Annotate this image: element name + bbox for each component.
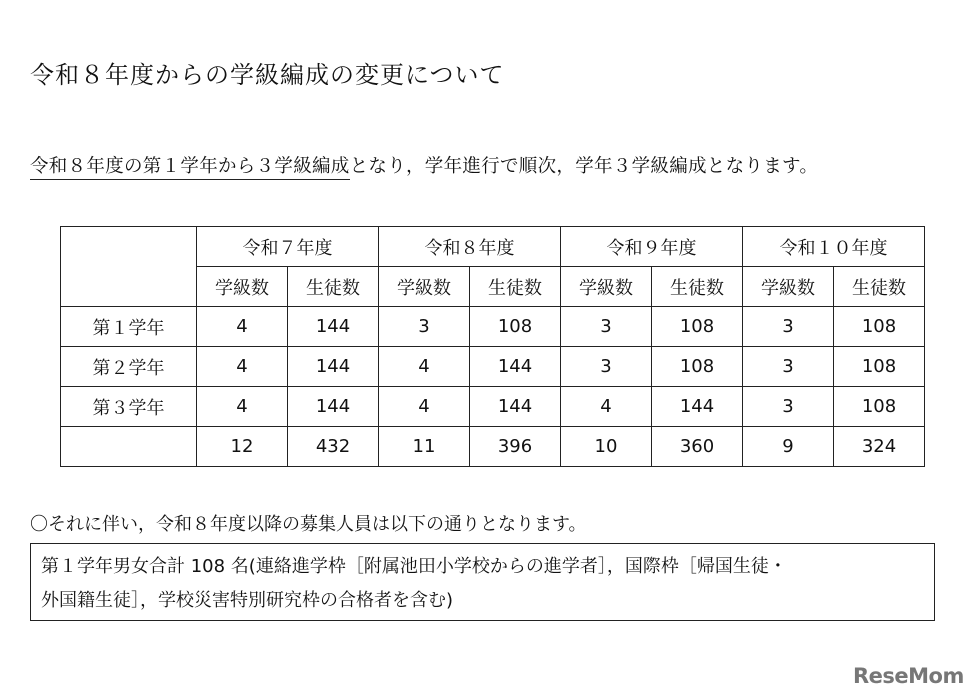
- table-row: [61, 427, 925, 467]
- enrollment-box: [30, 543, 935, 621]
- subheader-classes: 学級数: [743, 267, 834, 307]
- table-cell: 144: [652, 387, 743, 427]
- year-header: 令和１０年度: [743, 227, 925, 267]
- table-cell: 144: [288, 307, 379, 347]
- subheader-classes: 学級数: [197, 267, 288, 307]
- table-cell: 432: [288, 427, 379, 467]
- table-cell: 144: [288, 347, 379, 387]
- year-header: 令和９年度: [561, 227, 743, 267]
- table-cell: 4: [561, 387, 652, 427]
- resemom-logo: ReseMom: [853, 664, 964, 688]
- table-cell: 3: [743, 387, 834, 427]
- table-cell: 9: [743, 427, 834, 467]
- table-cell: 324: [834, 427, 925, 467]
- enrollment-line-1: 第１学年男女合計 108 名(連絡進学枠［附属池田小学校からの進学者］，国際枠［帰国生徒・: [41, 556, 787, 577]
- class-table: [60, 226, 925, 467]
- table-cell: 3: [743, 347, 834, 387]
- subheader-students: 生徒数: [288, 267, 379, 307]
- table-cell: 108: [834, 307, 925, 347]
- lead-text: [30, 152, 818, 178]
- table-cell: 12: [197, 427, 288, 467]
- subheader-students: 生徒数: [652, 267, 743, 307]
- subheader-students: 生徒数: [470, 267, 561, 307]
- year-header: 令和７年度: [197, 227, 379, 267]
- table-row: [61, 387, 925, 427]
- table-cell: 10: [561, 427, 652, 467]
- row-label: [61, 427, 197, 467]
- table-cell: 396: [470, 427, 561, 467]
- table-cell: 3: [561, 347, 652, 387]
- table-cell: 108: [834, 387, 925, 427]
- table-cell: 3: [379, 307, 470, 347]
- row-label: 第１学年: [61, 307, 197, 347]
- table-cell: 108: [652, 307, 743, 347]
- table-cell: 3: [743, 307, 834, 347]
- table-cell: 360: [652, 427, 743, 467]
- table-row: [61, 347, 925, 387]
- subheader-classes: 学級数: [561, 267, 652, 307]
- table-cell: 4: [197, 347, 288, 387]
- table-cell: 144: [470, 347, 561, 387]
- table-cell: 108: [834, 347, 925, 387]
- page-title: 令和８年度からの学級編成の変更について: [30, 61, 505, 89]
- table-cell: 3: [561, 307, 652, 347]
- table-cell: 108: [652, 347, 743, 387]
- year-header-row: [61, 227, 925, 267]
- table-cell: 4: [197, 387, 288, 427]
- row-label: 第２学年: [61, 347, 197, 387]
- lead-underlined: 令和８年度の第１学年から３学級編成: [30, 156, 350, 180]
- enrollment-line-2: 外国籍生徒］，学校災害特別研究枠の合格者を含む): [41, 590, 454, 611]
- table-cell: 11: [379, 427, 470, 467]
- lead-rest: となり，学年進行で順次，学年３学級編成となります。: [349, 156, 819, 177]
- table-cell: 4: [197, 307, 288, 347]
- table-cell: 4: [379, 387, 470, 427]
- table-cell: 144: [288, 387, 379, 427]
- table-cell: 4: [379, 347, 470, 387]
- subheader-classes: 学級数: [379, 267, 470, 307]
- year-header: 令和８年度: [379, 227, 561, 267]
- subheader-students: 生徒数: [834, 267, 925, 307]
- table-cell: 144: [470, 387, 561, 427]
- corner-cell: [61, 227, 197, 307]
- table-row: [61, 307, 925, 347]
- table-cell: 108: [470, 307, 561, 347]
- row-label: 第３学年: [61, 387, 197, 427]
- note-text: 〇それに伴い，令和８年度以降の募集人員は以下の通りとなります。: [30, 514, 587, 535]
